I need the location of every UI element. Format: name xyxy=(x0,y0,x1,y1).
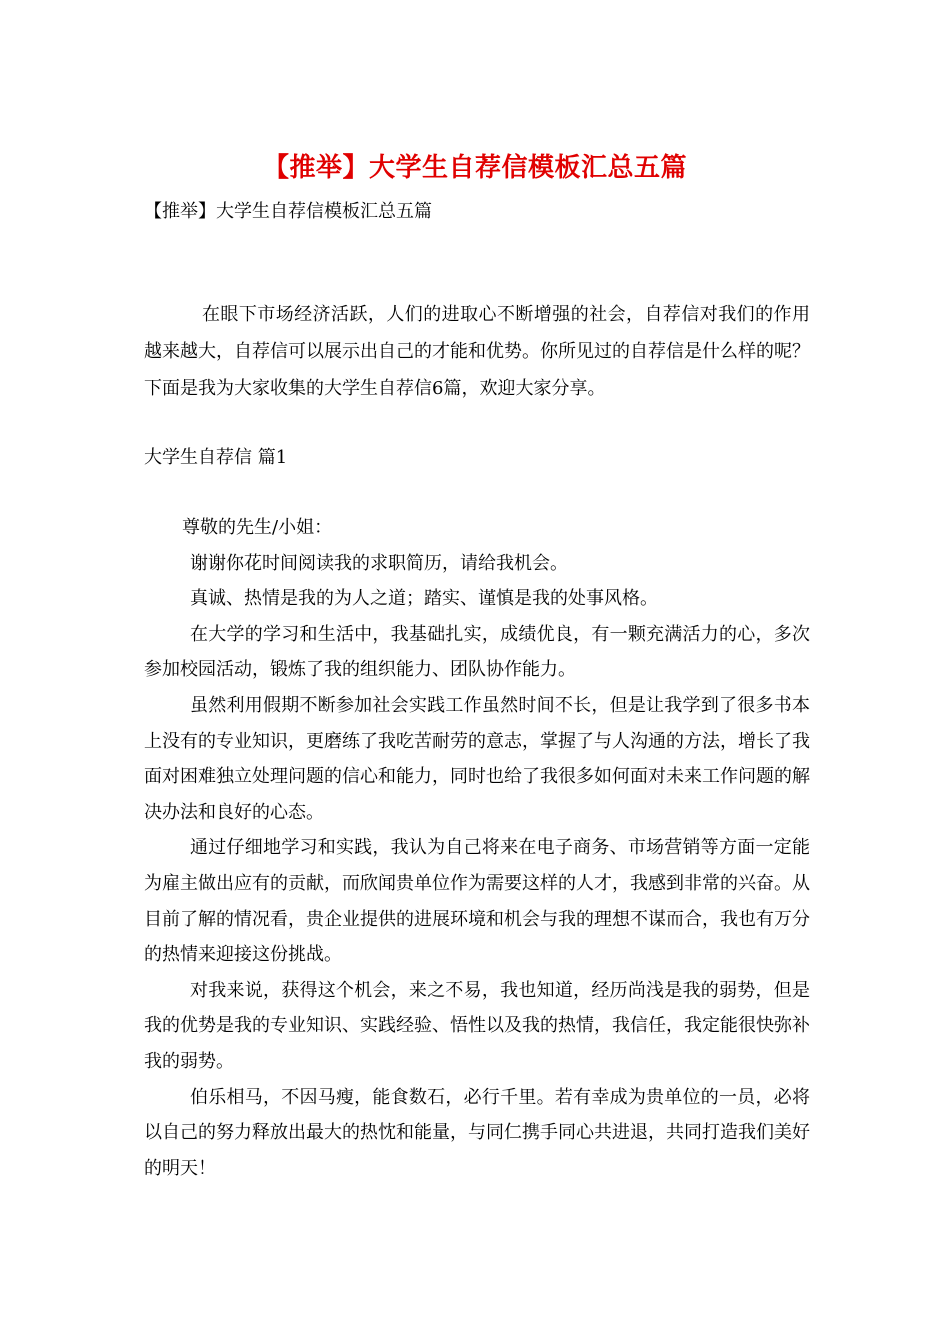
intro-section xyxy=(144,296,810,407)
letter-paragraph: 在大学的学习和生活中，我基础扎实，成绩优良，有一颗充满活力的心，多次参加校园活动，锻炼了我的组织能力、团队协作能力。 xyxy=(144,623,810,681)
letter-paragraph: 伯乐相马，不因马瘦，能食数石，必行千里。若有幸成为贵单位的一员，必将以自己的努力释放出最大的热忱和能量，与同仁携手同心共进退，共同打造我们美好的明天！ xyxy=(144,1086,810,1179)
letter-salutation: 尊敬的先生/小姐： xyxy=(182,517,333,538)
letter-paragraph: 虽然利用假期不断参加社会实践工作虽然时间不长，但是让我学到了很多书本上没有的专业知识，更磨练了我吃苦耐劳的意志，掌握了与人沟通的方法，增长了我面对困难独立处理问题的信心和能力，同时也给了我很多如何面对未来工作问题的解决办法和良好的心态。 xyxy=(144,694,810,823)
letter-body xyxy=(144,510,810,1186)
intro-paragraph: 在眼下市场经济活跃，人们的进取心不断增强的社会，自荐信对我们的作用越来越大，自荐信可以展示出自己的才能和优势。你所见过的自荐信是什么样的呢？下面是我为大家收集的大学生自荐信6篇，欢迎大家分享。 xyxy=(144,304,810,399)
letter-paragraph: 通过仔细地学习和实践，我认为自己将来在电子商务、市场营销等方面一定能为雇主做出应有的贡献，而欣闻贵单位作为需要这样的人才，我感到非常的兴奋。从目前了解的情况看，贵企业提供的进展环境和机会与我的理想不谋而合，我也有万分的热情来迎接这份挑战。 xyxy=(144,837,810,966)
letter-paragraph: 真诚、热情是我的为人之道；踏实、谨慎是我的处事风格。 xyxy=(190,588,658,610)
document-title: 【推举】大学生自荐信模板汇总五篇 xyxy=(262,153,687,183)
letter-paragraph: 谢谢你花时间阅读我的求职简历，请给我机会。 xyxy=(190,552,568,574)
letter-paragraph: 对我来说，获得这个机会，来之不易，我也知道，经历尚浅是我的弱势，但是我的优势是我的专业知识、实践经验、悟性以及我的热情，我信任，我定能很快弥补我的弱势。 xyxy=(144,979,810,1072)
document-subtitle: 【推举】大学生自荐信模板汇总五篇 xyxy=(144,201,432,222)
section-heading: 大学生自荐信 篇1 xyxy=(144,447,288,468)
